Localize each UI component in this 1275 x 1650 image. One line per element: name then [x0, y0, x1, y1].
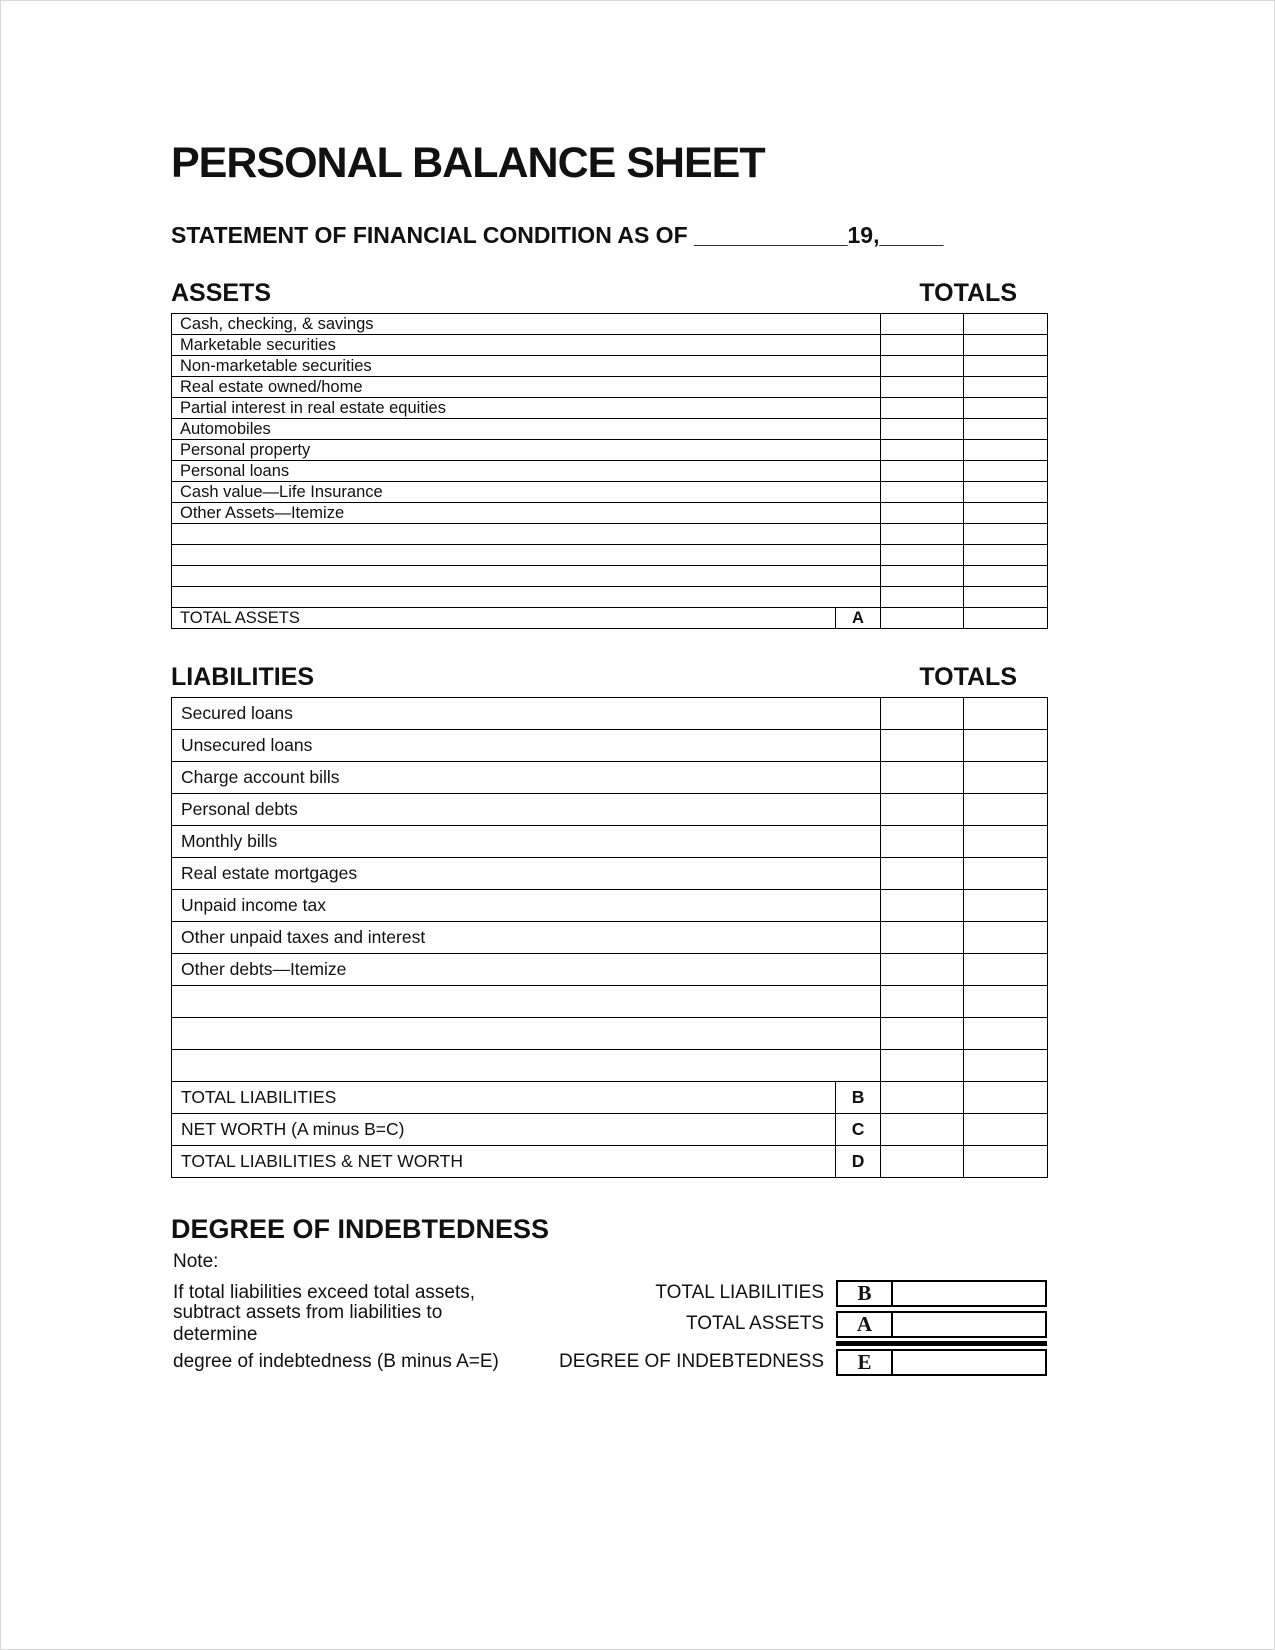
table-row — [172, 566, 1048, 587]
table-row — [172, 826, 1048, 858]
amount-box — [893, 1280, 1047, 1307]
table-row — [172, 545, 1048, 566]
amount-cell — [964, 608, 1048, 629]
amount-cell — [881, 794, 964, 826]
liability-label-cell: Real estate mortgages — [172, 858, 881, 890]
amount-cell — [881, 419, 964, 440]
amount-cell — [964, 482, 1048, 503]
asset-label-cell: Partial interest in real estate equities — [172, 398, 881, 419]
asset-label-cell — [172, 524, 881, 545]
asset-label-cell: Cash, checking, & savings — [172, 314, 881, 335]
table-row — [172, 335, 1048, 356]
page-content — [171, 139, 1047, 1379]
amount-cell — [881, 524, 964, 545]
table-row — [172, 986, 1048, 1018]
table-row — [172, 440, 1048, 461]
amount-cell — [881, 587, 964, 608]
table-row — [172, 524, 1048, 545]
letter-box: E — [836, 1349, 893, 1376]
asset-label-cell: Other Assets—Itemize — [172, 503, 881, 524]
amount-cell — [964, 461, 1048, 482]
table-row — [172, 1018, 1048, 1050]
liability-label-cell: Charge account bills — [172, 762, 881, 794]
page-title: PERSONAL BALANCE SHEET — [171, 139, 765, 187]
amount-cell — [964, 730, 1048, 762]
amount-cell — [881, 890, 964, 922]
assets-section-header — [171, 279, 1047, 308]
amount-cell — [964, 858, 1048, 890]
amount-cell — [964, 440, 1048, 461]
amount-cell — [881, 1146, 964, 1178]
amount-cell — [964, 566, 1048, 587]
liability-label-cell: Other debts—Itemize — [172, 954, 881, 986]
table-row — [172, 587, 1048, 608]
amount-cell — [881, 314, 964, 335]
amount-cell — [964, 419, 1048, 440]
degree-row-label: TOTAL LIABILITIES — [655, 1282, 824, 1303]
amount-cell — [881, 1050, 964, 1082]
letter-box: B — [836, 1280, 893, 1307]
table-row — [172, 314, 1048, 335]
asset-label-cell: Real estate owned/home — [172, 377, 881, 398]
amount-cell — [881, 566, 964, 587]
liability-label-cell: Personal debts — [172, 794, 881, 826]
table-row — [172, 922, 1048, 954]
assets-totals-heading: TOTALS — [919, 279, 1017, 307]
amount-cell — [964, 954, 1048, 986]
amount-box — [893, 1311, 1047, 1338]
table-row — [172, 954, 1048, 986]
letter-cell: C — [836, 1114, 881, 1146]
asset-label-cell: Non-marketable securities — [172, 356, 881, 377]
table-row — [172, 356, 1048, 377]
amount-cell — [964, 1082, 1048, 1114]
amount-cell — [964, 986, 1048, 1018]
amount-cell — [881, 1114, 964, 1146]
letter-cell: A — [836, 608, 881, 629]
amount-cell — [881, 1082, 964, 1114]
liability-label-cell: Unsecured loans — [172, 730, 881, 762]
amount-cell — [881, 986, 964, 1018]
liabilities-table — [171, 697, 1048, 1178]
amount-cell — [964, 314, 1048, 335]
liability-label-cell: Other unpaid taxes and interest — [172, 922, 881, 954]
amount-cell — [881, 858, 964, 890]
liability-label-cell — [172, 1018, 881, 1050]
asset-label-cell — [172, 587, 881, 608]
liability-label-cell: Unpaid income tax — [172, 890, 881, 922]
total-assets-row — [172, 608, 1048, 629]
note-line: degree of indebtedness (B minus A=E) — [173, 1351, 499, 1372]
amount-cell — [964, 762, 1048, 794]
amount-cell — [881, 762, 964, 794]
asset-label-cell: Automobiles — [172, 419, 881, 440]
table-row — [172, 858, 1048, 890]
amount-cell — [881, 335, 964, 356]
amount-cell — [881, 482, 964, 503]
degree-section-heading: DEGREE OF INDEBTEDNESS — [171, 1214, 550, 1244]
amount-cell — [881, 954, 964, 986]
amount-cell — [964, 826, 1048, 858]
amount-cell — [964, 503, 1048, 524]
amount-cell — [964, 1146, 1048, 1178]
amount-cell — [881, 826, 964, 858]
table-row — [172, 1050, 1048, 1082]
amount-cell — [881, 398, 964, 419]
liability-label-cell — [172, 986, 881, 1018]
amount-cell — [881, 545, 964, 566]
amount-cell — [964, 922, 1048, 954]
table-row — [172, 890, 1048, 922]
amount-cell — [964, 587, 1048, 608]
asset-label-cell: Personal property — [172, 440, 881, 461]
asset-label-cell: Marketable securities — [172, 335, 881, 356]
statement-subtitle: STATEMENT OF FINANCIAL CONDITION AS OF ____________19,_____ — [171, 222, 944, 248]
amount-cell — [964, 1114, 1048, 1146]
degree-row-label: DEGREE OF INDEBTEDNESS — [559, 1351, 824, 1372]
amount-cell — [964, 356, 1048, 377]
amount-cell — [881, 440, 964, 461]
amount-box — [893, 1349, 1047, 1376]
total-label-cell: TOTAL ASSETS — [172, 608, 836, 629]
table-row — [172, 762, 1048, 794]
table-row — [172, 730, 1048, 762]
liabilities-heading: LIABILITIES — [171, 663, 315, 691]
letter-box: A — [836, 1311, 893, 1338]
liabilities-totals-heading: TOTALS — [919, 663, 1017, 691]
amount-cell — [964, 524, 1048, 545]
amount-cell — [881, 608, 964, 629]
table-row — [172, 698, 1048, 730]
amount-cell — [964, 545, 1048, 566]
amount-cell — [881, 1018, 964, 1050]
amount-cell — [964, 1050, 1048, 1082]
asset-label-cell: Personal loans — [172, 461, 881, 482]
assets-table — [171, 313, 1048, 629]
table-row — [172, 419, 1048, 440]
amount-cell — [881, 461, 964, 482]
table-row — [172, 794, 1048, 826]
note-label: Note: — [173, 1251, 219, 1272]
amount-cell — [881, 922, 964, 954]
table-row — [172, 503, 1048, 524]
table-row — [172, 482, 1048, 503]
table-row — [172, 377, 1048, 398]
amount-cell — [964, 890, 1048, 922]
liabilities-section-header — [171, 663, 1047, 692]
net-worth-row — [172, 1114, 1048, 1146]
total-label-cell: TOTAL LIABILITIES — [172, 1082, 836, 1114]
liability-label-cell: Secured loans — [172, 698, 881, 730]
asset-label-cell — [172, 545, 881, 566]
amount-cell — [964, 1018, 1048, 1050]
degree-row-label: TOTAL ASSETS — [686, 1313, 824, 1334]
letter-cell: B — [836, 1082, 881, 1114]
letter-cell: D — [836, 1146, 881, 1178]
degree-row-total-assets — [171, 1302, 1047, 1345]
amount-cell — [964, 398, 1048, 419]
amount-cell — [881, 698, 964, 730]
total-label-cell: TOTAL LIABILITIES & NET WORTH — [172, 1146, 836, 1178]
subtraction-line — [836, 1341, 1047, 1346]
total-liabilities-net-worth-row — [172, 1146, 1048, 1178]
amount-cell — [881, 356, 964, 377]
asset-label-cell: Cash value—Life Insurance — [172, 482, 881, 503]
amount-cell — [964, 794, 1048, 826]
note-line: subtract assets from liabilities to determine — [173, 1302, 443, 1345]
amount-cell — [881, 503, 964, 524]
table-row — [172, 398, 1048, 419]
total-label-cell: NET WORTH (A minus B=C) — [172, 1114, 836, 1146]
note-line: If total liabilities exceed total assets, — [173, 1282, 476, 1303]
degree-row-degree-of-indebtedness — [171, 1348, 1047, 1376]
amount-cell — [881, 730, 964, 762]
amount-cell — [964, 698, 1048, 730]
total-liabilities-row — [172, 1082, 1048, 1114]
assets-heading: ASSETS — [171, 279, 272, 307]
liability-label-cell — [172, 1050, 881, 1082]
amount-cell — [964, 335, 1048, 356]
liability-label-cell: Monthly bills — [172, 826, 881, 858]
amount-cell — [881, 377, 964, 398]
table-row — [172, 461, 1048, 482]
amount-cell — [964, 377, 1048, 398]
asset-label-cell — [172, 566, 881, 587]
